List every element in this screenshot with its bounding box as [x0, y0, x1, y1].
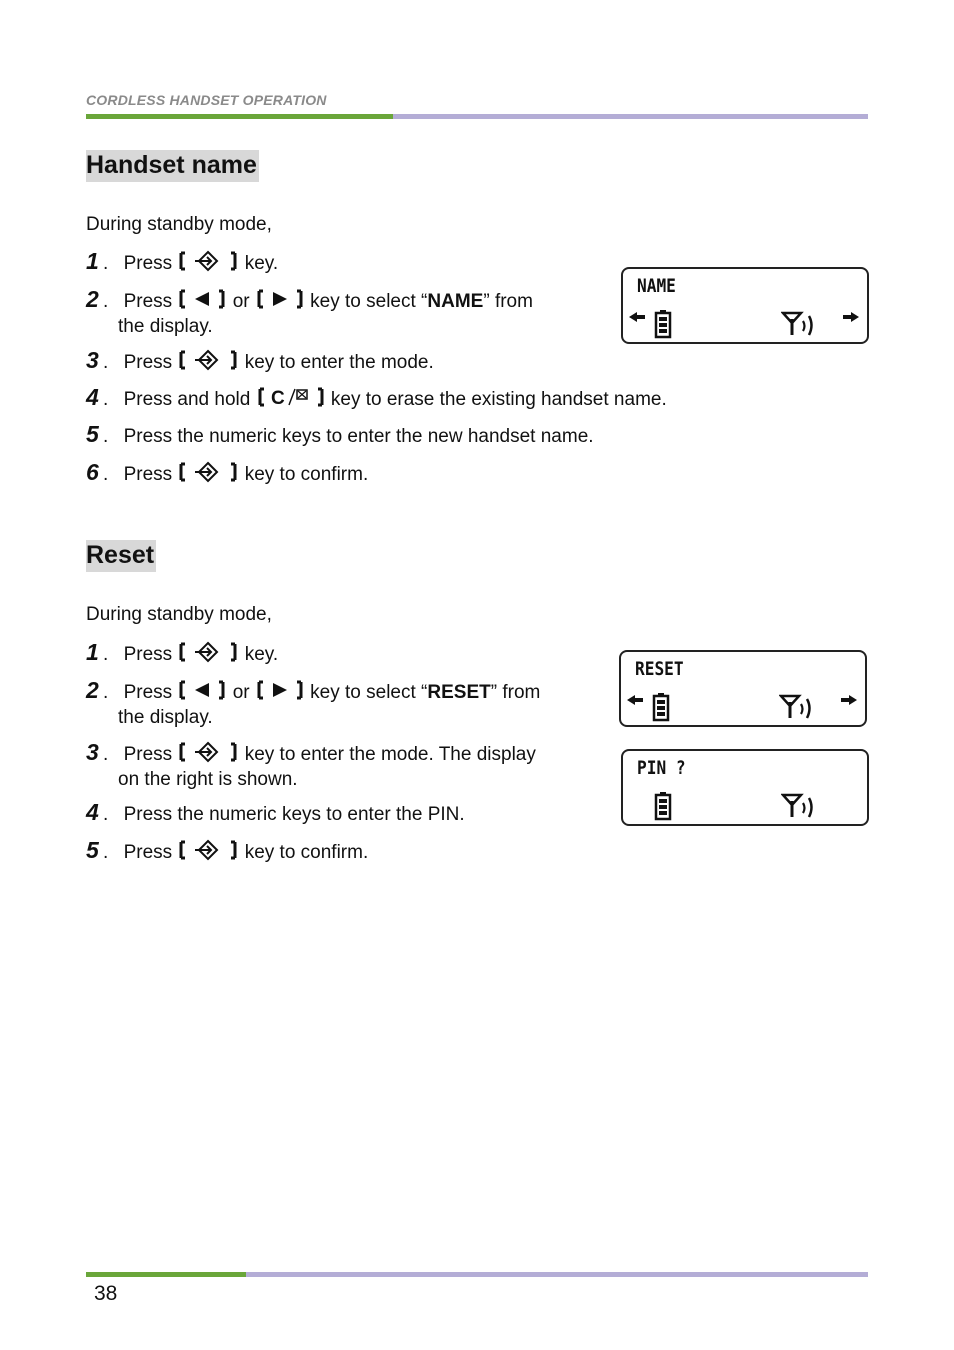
step-2: 2 . Press or key to select “NAME” from the display. — [86, 286, 533, 337]
battery-icon — [654, 791, 672, 821]
header-rule — [86, 114, 868, 119]
step-6: 6 . Press key to confirm. — [86, 459, 369, 485]
heading-reset: Reset — [86, 540, 156, 572]
battery-icon — [652, 692, 670, 722]
heading-handset-name: Handset name — [86, 150, 259, 182]
step-4: 4 . Press and hold C key to erase the existing handset name. — [86, 384, 667, 410]
signal-icon — [781, 311, 819, 339]
lcd-display-reset — [619, 650, 867, 727]
right-arrow-icon — [839, 694, 859, 706]
section-label: CORDLESS HANDSET OPERATION — [86, 92, 327, 108]
menu-ok-icon — [179, 461, 237, 487]
page-number: 38 — [94, 1282, 118, 1305]
lcd-text: NAME — [637, 275, 676, 297]
intro-text: During standby mode, — [86, 604, 272, 625]
step-4: 4 . Press the numeric keys to enter the PIN. — [86, 799, 465, 825]
intro-text: During standby mode, — [86, 214, 272, 235]
step-5: 5 . Press the numeric keys to enter the new handset name. — [86, 421, 594, 447]
left-arrow-icon — [179, 679, 225, 705]
menu-ok-icon — [179, 641, 237, 667]
signal-icon — [779, 694, 817, 722]
step-1: 1 . Press key. — [86, 248, 279, 274]
lcd-display-pin — [621, 749, 869, 826]
footer-rule — [86, 1272, 868, 1277]
right-arrow-icon — [257, 679, 303, 705]
menu-ok-icon — [179, 839, 237, 865]
left-arrow-icon — [625, 694, 645, 706]
step-2: 2 . Press or key to select “RESET” from the display. — [86, 677, 541, 728]
left-arrow-icon — [627, 311, 647, 323]
step-3: 3 . Press key to enter the mode. The display on the right is shown. — [86, 739, 536, 790]
menu-ok-icon — [179, 741, 237, 767]
clear-key-letter: C — [270, 388, 285, 408]
lcd-display-name — [621, 267, 869, 344]
clear-key-icon — [258, 386, 324, 412]
signal-icon — [781, 793, 819, 821]
battery-icon — [654, 309, 672, 339]
menu-ok-icon — [179, 250, 237, 276]
step-5: 5 . Press key to confirm. — [86, 837, 369, 863]
right-arrow-icon — [257, 288, 303, 314]
step-1: 1 . Press key. — [86, 639, 279, 665]
menu-ok-icon — [179, 349, 237, 375]
lcd-text: RESET — [635, 658, 684, 680]
lcd-text: PIN ? — [637, 757, 686, 779]
right-arrow-icon — [841, 311, 861, 323]
left-arrow-icon — [179, 288, 225, 314]
step-3: 3 . Press key to enter the mode. — [86, 347, 434, 373]
